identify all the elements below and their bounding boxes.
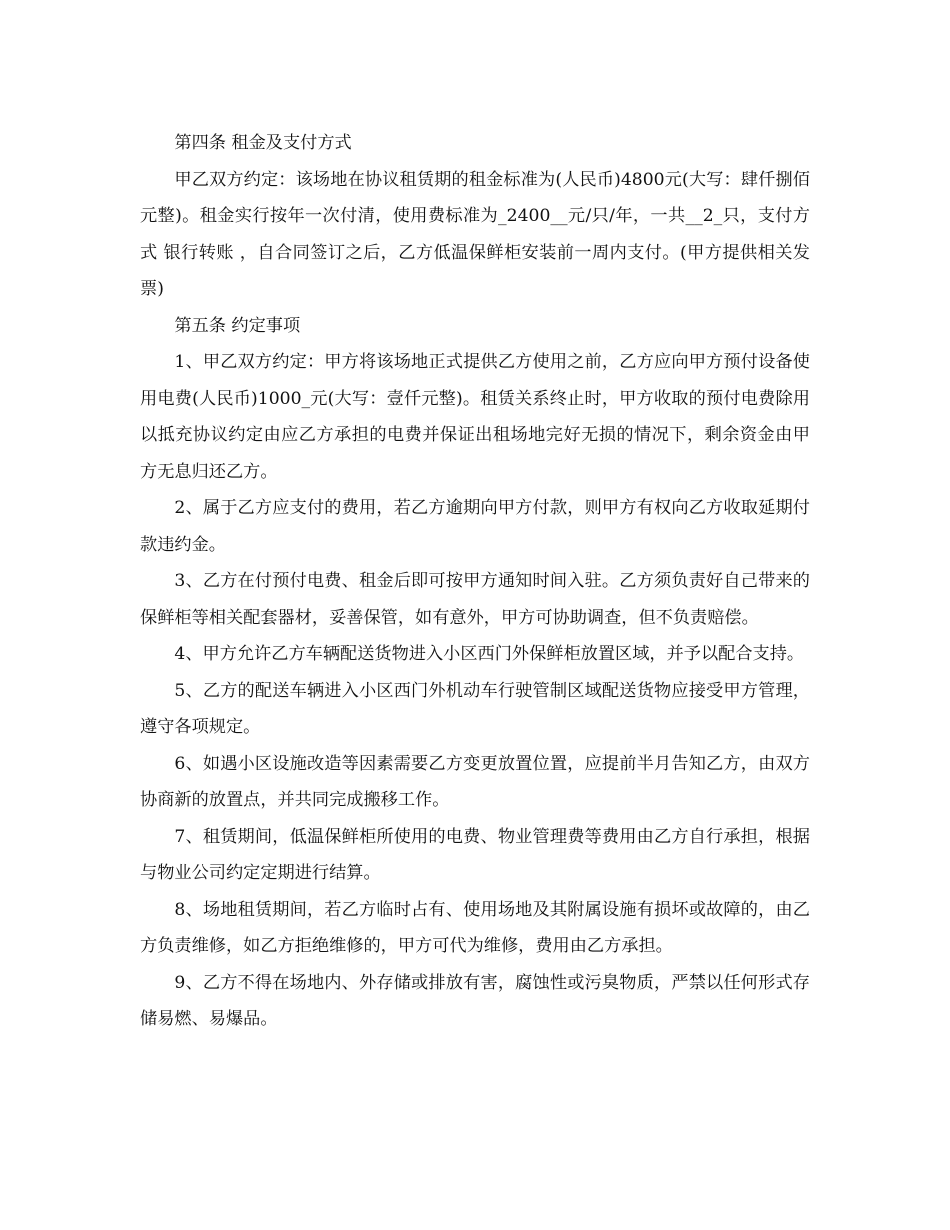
clause-item-8: 8、场地租赁期间，若乙方临时占有、使用场地及其附属设施有损坏或故障的，由乙方负责维修，如乙方拒绝维修的，甲方可代为维修，费用由乙方承担。 — [140, 899, 810, 956]
clause-item-5: 5、乙方的配送车辆进入小区西门外机动车行驶管制区域配送货物应接受甲方管理，遵守各项规定。 — [140, 680, 810, 737]
clause-item-6: 6、如遇小区设施改造等因素需要乙方变更放置位置，应提前半月告知乙方，由双方协商新的放置点，并共同完成搬移工作。 — [140, 753, 810, 810]
article-4-heading: 第四条 租金及支付方式 — [174, 133, 352, 153]
clause-item-1: 1、甲乙双方约定：甲方将该场地正式提供乙方使用之前，乙方应向甲方预付设备使用电费(人民币)1000_元(大写：壹仟元整)。租赁关系终止时，甲方收取的预付电费除用以抵充协议约定由应乙方承担的电费并保证出租场地完好无损的情况下，剩余资金由甲方无息归还乙方。 — [140, 352, 810, 482]
clause-item-7: 7、租赁期间，低温保鲜柜所使用的电费、物业管理费等费用由乙方自行承担，根据与物业公司约定定期进行结算。 — [140, 826, 810, 883]
article-5-heading: 第五条 约定事项 — [174, 315, 301, 336]
clause-item-3: 3、乙方在付预付电费、租金后即可按甲方通知时间入驻。乙方须负责好自己带来的保鲜柜等相关配套器材，妥善保管，如有意外，甲方可协助调查，但不负责赔偿。 — [140, 571, 810, 628]
clause-item-4: 4、甲方允许乙方车辆配送货物进入小区西门外保鲜柜放置区域，并予以配合支持。 — [174, 644, 805, 664]
article-4-body: 甲乙双方约定：该场地在协议租赁期的租金标准为(人民币)4800元(大写：肆仟捌佰元整)。租金实行按年一次付清，使用费标准为_2400__元/只/年，一共__2_只，支付方式 银行转账 ，自合同签订之后，乙方低温保鲜柜安装前一周内支付。(甲方提供相关发票) — [140, 169, 810, 299]
clause-item-2: 2、属于乙方应支付的费用，若乙方逾期向甲方付款，则甲方有权向乙方收取延期付款违约金。 — [140, 498, 810, 555]
clause-item-9: 9、乙方不得在场地内、外存储或排放有害，腐蚀性或污臭物质，严禁以任何形式存储易燃、易爆品。 — [140, 972, 810, 1029]
